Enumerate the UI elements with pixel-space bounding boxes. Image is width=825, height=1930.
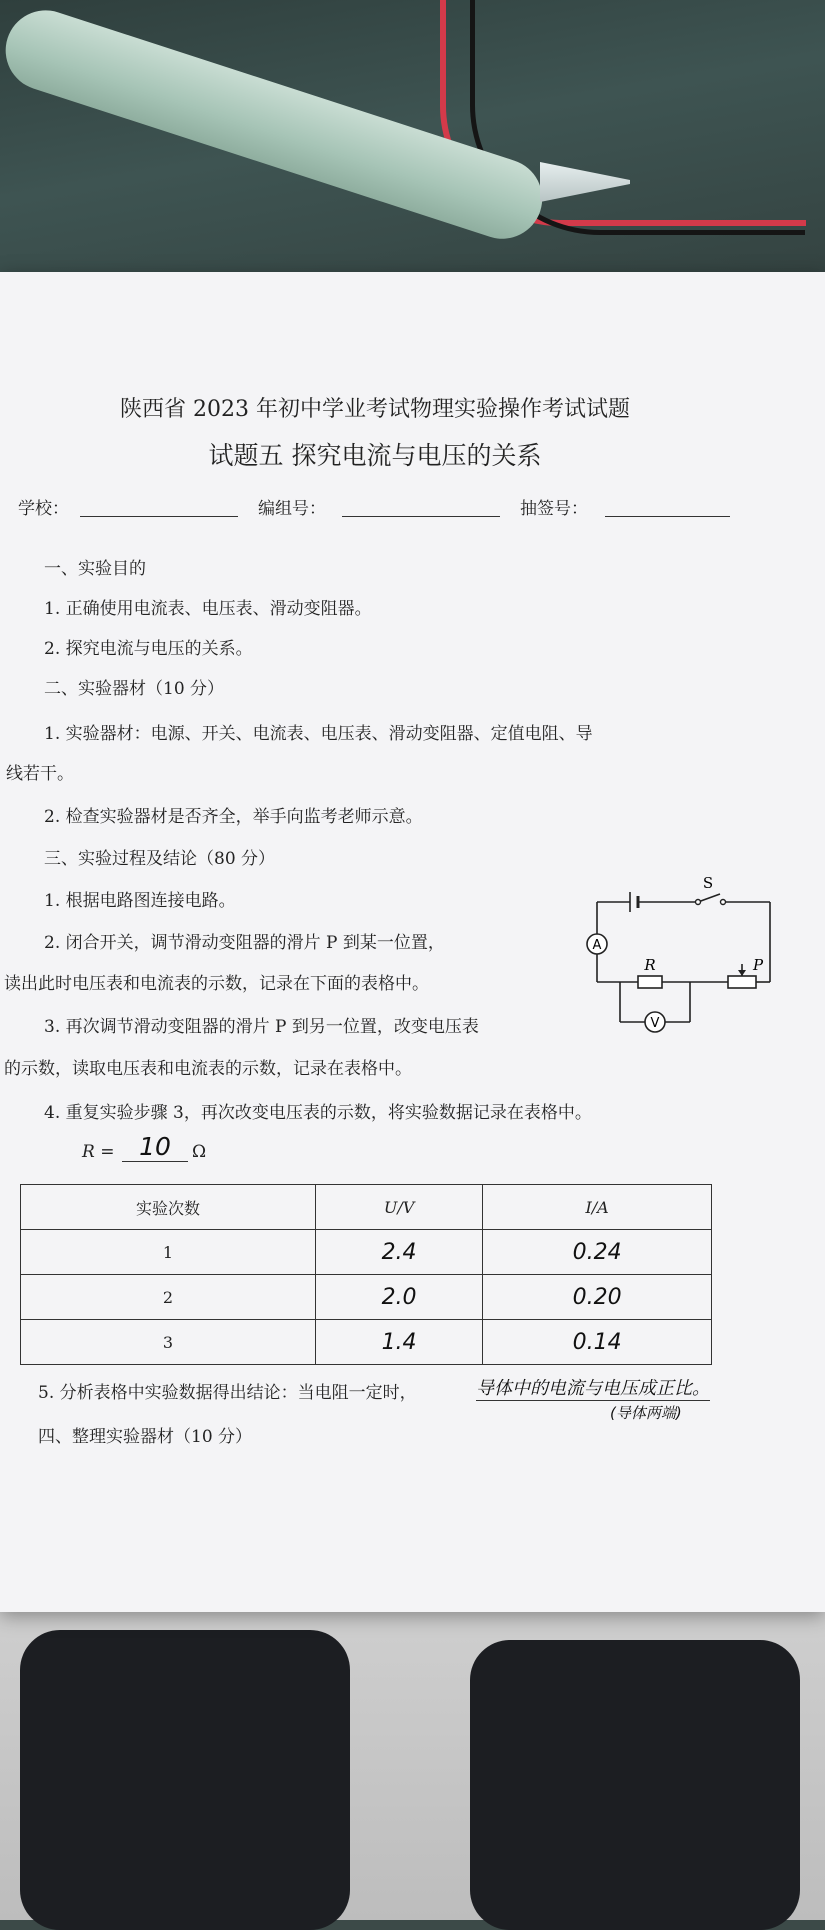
exam-subtitle: 试题五 探究电流与电压的关系 (208, 441, 542, 470)
cell-voltage: 1.4 (315, 1320, 482, 1365)
cell-trial: 3 (21, 1320, 316, 1365)
section-heading: 一、实验目的 (44, 559, 146, 579)
exam-paper (0, 272, 825, 1612)
text-line: 3. 再次调节滑动变阻器的滑片 P 到另一位置，改变电压表 (44, 1017, 479, 1037)
resistor (638, 976, 662, 988)
text-line: 读出此时电压表和电流表的示数，记录在下面的表格中。 (4, 974, 429, 994)
conclusion-answer: 导体中的电流与电压成正比。 (476, 1374, 710, 1401)
cell-trial: 1 (21, 1230, 316, 1275)
switch-blade (698, 894, 720, 902)
header-voltage: U/V (315, 1185, 482, 1230)
resistor-label: R (644, 956, 656, 974)
table-row (21, 1230, 712, 1275)
text-line: 的示数，读取电压表和电流表的示数，记录在表格中。 (4, 1059, 412, 1079)
exam-title: 陕西省 2023 年初中学业考试物理实验操作考试试题 (120, 397, 630, 422)
switch-contact (721, 900, 726, 905)
left-leg (20, 1630, 350, 1930)
slider-label: P (752, 956, 764, 974)
text-line: 2. 探究电流与电压的关系。 (44, 639, 253, 659)
text-line: 1. 实验器材：电源、开关、电流表、电压表、滑动变阻器、定值电阻、导 (44, 724, 593, 744)
right-leg (470, 1640, 800, 1930)
section-heading: 三、实验过程及结论（80 分） (44, 849, 276, 869)
circuit-diagram (560, 872, 780, 1052)
resistance-value: 10 (122, 1132, 188, 1162)
table-row (21, 1275, 712, 1320)
header-current: I/A (483, 1185, 712, 1230)
text-line: 4. 重复实验步骤 3，再次改变电压表的示数，将实验数据记录在表格中。 (44, 1103, 592, 1123)
section-heading: 二、实验器材（10 分） (44, 679, 225, 699)
cell-current: 0.24 (483, 1230, 712, 1275)
switch-label: S (702, 874, 714, 892)
rheostat (728, 976, 756, 988)
resistance-unit: Ω (192, 1142, 207, 1162)
switch-contact (696, 900, 701, 905)
data-table (20, 1184, 712, 1365)
table-row (21, 1320, 712, 1365)
conclusion-note: (导体两端) (610, 1404, 682, 1422)
header-trial: 实验次数 (21, 1185, 316, 1230)
cell-current: 0.20 (483, 1275, 712, 1320)
cell-voltage: 2.0 (315, 1275, 482, 1320)
lot-field[interactable] (605, 496, 730, 517)
school-field[interactable] (80, 496, 238, 517)
ammeter-label: A (592, 938, 602, 953)
cell-voltage: 2.4 (315, 1230, 482, 1275)
text-line: 2. 闭合开关，调节滑动变阻器的滑片 P 到某一位置， (44, 933, 445, 953)
cell-trial: 2 (21, 1275, 316, 1320)
lot-label: 抽签号： (520, 499, 588, 519)
group-label: 编组号： (258, 499, 326, 519)
school-label: 学校： (18, 499, 69, 519)
slider-arrowhead (738, 970, 746, 976)
cell-current: 0.14 (483, 1320, 712, 1365)
group-field[interactable] (342, 496, 500, 517)
text-line: 2. 检查实验器材是否齐全，举手向监考老师示意。 (44, 807, 423, 827)
text-line: 1. 正确使用电流表、电压表、滑动变阻器。 (44, 599, 372, 619)
voltmeter-label: V (650, 1016, 660, 1031)
text-line: 1. 根据电路图连接电路。 (44, 891, 236, 911)
text-line: 线若干。 (6, 764, 74, 784)
table-header-row (21, 1185, 712, 1230)
section-heading: 四、整理实验器材（10 分） (38, 1427, 253, 1447)
conclusion-prefix: 5. 分析表格中实验数据得出结论：当电阻一定时， (38, 1383, 417, 1403)
resistance-label: R = (82, 1142, 115, 1162)
